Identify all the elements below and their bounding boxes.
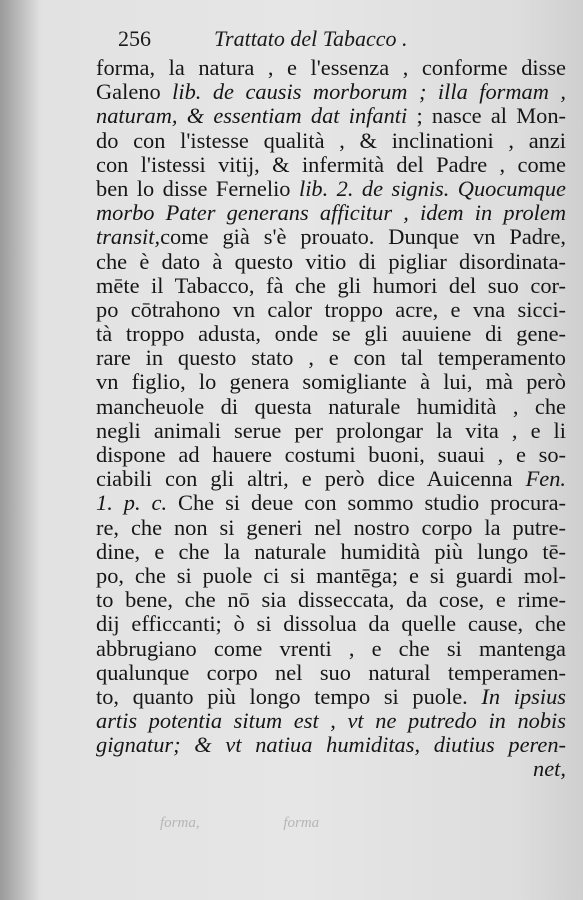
text-segment: po, che si puole ci si mantēga; e si guardi mol- xyxy=(96,562,566,588)
text-segment: abbrugiano come vrenti , e che si mantenga xyxy=(96,635,566,661)
text-line xyxy=(96,104,566,128)
text-line xyxy=(96,443,566,467)
text-line xyxy=(96,685,566,709)
text-line xyxy=(96,709,566,733)
text-line xyxy=(96,201,566,225)
text-segment: tà troppo adusta, onde se gli auuiene di gene- xyxy=(96,321,566,347)
italic-segment: net, xyxy=(533,756,566,782)
text-segment: mēte il Tabacco, fà che gli humori del suo cor- xyxy=(96,272,566,298)
italic-segment: artis potentia situm est , vt ne putredo in nobis xyxy=(96,708,566,734)
bleed-through-text xyxy=(160,815,460,832)
bleed-through-word: forma, xyxy=(160,815,200,831)
text-segment: rare in questo stato , e con tal temperamento xyxy=(96,345,566,371)
text-line xyxy=(96,588,566,612)
italic-segment: gignatur; & vt natiua humiditas, diutius peren- xyxy=(96,732,566,758)
text-line xyxy=(96,129,566,153)
text-line xyxy=(96,661,566,685)
text-segment: ; nasce al Mon- xyxy=(407,103,566,129)
text-line xyxy=(96,80,566,104)
text-segment: ben lo disse Fernelio xyxy=(96,175,299,201)
italic-segment: lib. 2. de signis. Quocumque xyxy=(298,175,566,201)
text-line xyxy=(96,564,566,588)
text-segment: vn figlio, lo genera somigliante à lui, mà però xyxy=(96,369,566,395)
text-line xyxy=(96,250,566,274)
text-segment: dine, e che la naturale humidità più lungo tē- xyxy=(96,538,566,564)
page-number: 256 xyxy=(118,26,151,51)
text-segment: po cōtrahono vn calor troppo acre, e vna sicci- xyxy=(96,296,566,322)
text-line xyxy=(96,491,566,515)
text-segment: con l'istessi vitij, & infermità del Padre , come xyxy=(96,151,566,177)
text-line xyxy=(96,322,566,346)
running-title: Trattato del Tabacco . xyxy=(214,26,408,51)
italic-segment: Fen. xyxy=(525,466,566,492)
text-line xyxy=(96,395,566,419)
text-line xyxy=(96,346,566,370)
text-line xyxy=(96,370,566,394)
text-line xyxy=(96,612,566,636)
text-segment: come già s'è prouato. Dunque vn Padre, xyxy=(160,224,566,250)
body-text xyxy=(96,56,566,782)
text-segment: dispone ad hauere costumi buoni, suaui , e so- xyxy=(96,442,566,467)
text-line xyxy=(96,516,566,540)
text-line xyxy=(96,540,566,564)
text-segment: forma, la natura , e l'essenza , conforme disse xyxy=(96,55,566,80)
page-header xyxy=(118,26,558,56)
text-segment: to, quanto più longo tempo si puole. xyxy=(96,683,482,709)
text-line xyxy=(96,733,566,757)
text-segment: ciabili con gli altri, e però dice Auicenna xyxy=(96,466,526,492)
text-line xyxy=(96,419,566,443)
italic-segment: In ipsius xyxy=(481,683,566,709)
text-line xyxy=(96,153,566,177)
text-segment: do con l'istesse qualità , & inclinationi , anzi xyxy=(96,127,566,153)
text-line xyxy=(96,298,566,322)
text-line xyxy=(96,467,566,491)
text-segment: che è dato à questo vitio di pigliar disordinata- xyxy=(96,248,566,274)
bleed-through-word: forma xyxy=(283,815,320,831)
text-segment: Galeno xyxy=(96,79,173,105)
gutter-shadow xyxy=(0,0,42,900)
text-segment: negli animali serue per prolongar la vita , e li xyxy=(96,417,566,443)
text-line xyxy=(96,56,566,80)
text-segment: mancheuole di questa naturale humidità , che xyxy=(96,393,566,419)
text-line xyxy=(96,177,566,201)
text-segment: Che si deue con sommo studio procura- xyxy=(167,490,566,516)
italic-segment: morbo Pater generans afficitur , idem in prolem xyxy=(96,200,566,226)
text-segment: to bene, che nō sia disseccata, da cose, e rime- xyxy=(96,587,566,613)
text-line xyxy=(96,225,566,249)
text-line xyxy=(96,274,566,298)
italic-segment: lib. de causis morborum ; illa formam , xyxy=(172,79,566,105)
italic-segment: naturam, & essentiam dat infanti xyxy=(96,103,408,129)
text-line xyxy=(96,757,566,781)
italic-segment: 1. p. c. xyxy=(96,490,168,516)
text-segment: qualunque corpo nel suo natural temperamen- xyxy=(96,659,566,685)
italic-segment: transit, xyxy=(96,224,161,250)
text-segment: re, che non si generi nel nostro corpo la putre- xyxy=(96,514,566,540)
text-segment: dij efficcanti; ò si dissolua da quelle cause, che xyxy=(96,611,566,637)
text-line xyxy=(96,637,566,661)
